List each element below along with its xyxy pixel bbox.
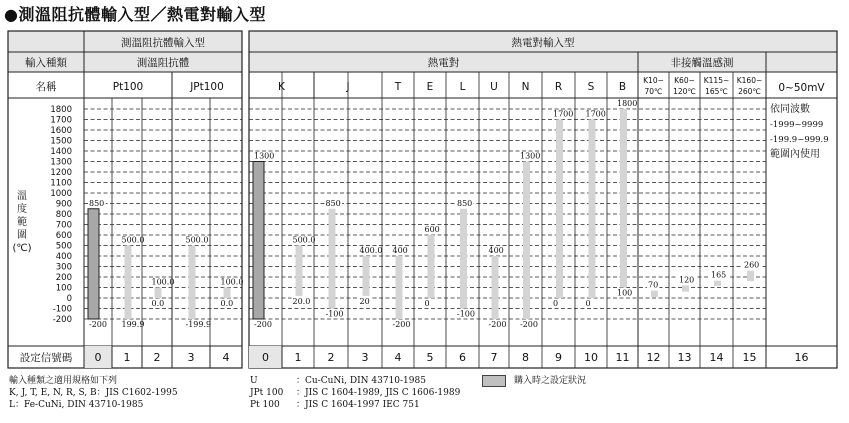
- mv-note: -1999~9999: [770, 120, 824, 130]
- tc-name: B: [618, 81, 627, 93]
- tc-name: K: [278, 81, 285, 93]
- spec-note: L：Fe-CuNi, DIN 43710-1985: [9, 400, 144, 410]
- ir-name: 120℃: [673, 87, 696, 96]
- tc-range-bar-15: [747, 271, 754, 282]
- tc-max-label: 70: [648, 280, 659, 290]
- tc-code: 1: [294, 351, 302, 364]
- ir-type-label: 非接觸溫感測: [670, 57, 734, 69]
- tc-code: 8: [522, 351, 529, 364]
- rtd-type-label: 測溫阻抗體: [136, 57, 190, 69]
- tc-max-label: 165: [711, 270, 727, 280]
- tc-code: 2: [327, 351, 335, 364]
- tc-min-label: -200: [392, 320, 411, 329]
- y-tick-label: 100: [55, 283, 72, 294]
- rtd-min-label: 0.0: [151, 299, 165, 308]
- tc-max-label: 850: [457, 198, 473, 208]
- tc-range-bar-6: [460, 209, 467, 309]
- y-tick-label: 1100: [50, 178, 72, 189]
- tc-min-label: 20.0: [292, 296, 311, 306]
- rtd-max-label: 100.0: [151, 277, 175, 287]
- mv-note: 範圍內使用: [770, 149, 820, 160]
- rtd-range-bar-4: [224, 288, 231, 299]
- rtd-min-label: -200: [89, 320, 107, 329]
- row-label-input-type: 輸入種類: [25, 57, 67, 69]
- tc-max-label: 120: [679, 275, 695, 285]
- spec-key: JPt 100: [250, 388, 284, 398]
- y-axis-label: (℃): [12, 243, 32, 254]
- tc-max-label: 400: [392, 246, 408, 255]
- y-tick-label: 1000: [50, 189, 72, 199]
- tc-type-label: 熱電對: [427, 57, 460, 69]
- tc-range-bar-12: [651, 291, 658, 297]
- tc-code: 3: [361, 351, 369, 364]
- tc-max-label: 500.0: [292, 235, 316, 245]
- rtd-group-header: 測溫阻抗體輸入型: [121, 37, 205, 49]
- ir-name: 70℃: [644, 87, 663, 96]
- y-tick-label: -200: [52, 315, 72, 325]
- mv-note: -199.9~999.9: [770, 135, 829, 145]
- tc-range-bar-5: [428, 235, 435, 298]
- tc-max-label: 400.0: [359, 246, 383, 255]
- ir-name: K10~: [643, 76, 664, 85]
- y-tick-label: 1300: [50, 157, 72, 168]
- y-tick-label: 300: [55, 262, 72, 273]
- tc-range-bar-0: [253, 162, 264, 320]
- y-axis-label: 圍: [17, 230, 27, 241]
- tc-code: 11: [615, 351, 630, 364]
- rtd-max-label: 850: [89, 198, 105, 208]
- tc-name: U: [490, 81, 498, 93]
- spec-notes-keys: [250, 375, 283, 411]
- tc-min-label: -100: [457, 309, 475, 319]
- tc-code: 9: [555, 351, 562, 364]
- spec-value: ：JIS C 1604-1989, JIS C 1606-1989: [296, 388, 461, 398]
- tc-range-bar-14: [714, 281, 721, 286]
- y-tick-label: 200: [55, 273, 72, 283]
- ir-name: 165℃: [705, 87, 728, 96]
- y-axis-label: 溫: [17, 191, 27, 202]
- spec-value: ：JIS C 1604-1997 IEC 751: [296, 400, 420, 410]
- tc-name: S: [587, 81, 595, 93]
- tc-max-label: 1300: [520, 151, 541, 161]
- tc-code: 12: [646, 351, 661, 364]
- rtd-code: 0: [94, 351, 102, 364]
- legend-label: 購入時之設定狀況: [514, 376, 587, 386]
- rtd-max-label: 100.0: [220, 277, 244, 287]
- tc-range-bar-9: [556, 120, 563, 299]
- tc-range-bar-3: [363, 256, 370, 296]
- tc-group-header: 熱電對輸入型: [511, 37, 575, 49]
- tc-code: 0: [262, 351, 269, 364]
- row-label-name: 名稱: [35, 81, 57, 93]
- tc-range-bar-7: [492, 256, 499, 319]
- tc-min-label: 20: [359, 296, 370, 306]
- y-axis-label: 度: [17, 204, 27, 215]
- rtd-range-bar-1: [125, 246, 132, 319]
- tc-range-bar-11: [620, 109, 627, 288]
- tc-code: 16: [794, 351, 809, 364]
- spec-notes-left: [9, 375, 178, 411]
- tc-min-label: -100: [325, 309, 344, 319]
- tc-max-label: 1700: [553, 109, 574, 119]
- tc-name: T: [394, 81, 402, 93]
- rtd-code: 3: [187, 351, 195, 364]
- row-label-code: 設定信號碼: [19, 352, 73, 364]
- tc-range-bar-13: [682, 285, 689, 291]
- tc-range-bar-8: [523, 162, 530, 320]
- rtd-max-label: 500.0: [121, 235, 145, 245]
- rtd-min-label: -199.9: [185, 319, 212, 329]
- y-tick-label: 1200: [50, 168, 72, 178]
- tc-code: 15: [742, 351, 757, 364]
- tc-min-label: 0: [424, 299, 430, 308]
- y-tick-label: 500: [55, 241, 72, 252]
- mv-note: 依同波數: [770, 104, 810, 115]
- rtd-code: 1: [123, 351, 131, 364]
- y-tick-label: 800: [55, 210, 72, 220]
- tc-min-label: -200: [520, 320, 538, 329]
- tc-code: 6: [459, 351, 466, 364]
- y-tick-label: 700: [55, 220, 72, 231]
- rtd-range-bar-2: [155, 288, 162, 299]
- tc-range-bar-2: [329, 209, 336, 309]
- tc-max-label: 1300: [254, 151, 275, 161]
- rtd-range-bar-0: [88, 209, 99, 319]
- rtd-code: 2: [153, 351, 161, 364]
- mv-label: 0~50mV: [778, 82, 825, 94]
- y-tick-label: 1500: [50, 136, 72, 147]
- tc-max-label: 400: [488, 246, 504, 255]
- tc-max-label: 1700: [585, 109, 606, 119]
- legend-swatch: [482, 375, 506, 387]
- tc-name: E: [426, 81, 434, 93]
- ir-name: K60~: [674, 76, 695, 85]
- tc-name: J: [346, 81, 350, 93]
- tc-max-label: 260: [744, 260, 760, 270]
- tc-max-label: 600: [424, 225, 440, 234]
- rtd-name: Pt100: [112, 81, 144, 93]
- tc-code: 7: [490, 351, 498, 364]
- ir-name: 260℃: [738, 87, 761, 96]
- tc-code: 4: [394, 351, 402, 364]
- ir-name: K160~: [736, 76, 763, 85]
- tc-range-bar-10: [589, 120, 596, 299]
- y-tick-label: 400: [55, 252, 72, 262]
- spec-value: ：Cu-CuNi, DIN 43710-1985: [296, 376, 426, 386]
- tc-range-bar-1: [296, 246, 303, 296]
- spec-key: Pt 100: [250, 400, 280, 410]
- tc-min-label: 100: [617, 288, 633, 298]
- y-tick-label: 600: [55, 231, 72, 241]
- tc-code: 5: [426, 351, 434, 364]
- tc-min-label: 0: [553, 299, 559, 308]
- rtd-range-bar-3: [189, 246, 196, 319]
- tc-code: 13: [677, 351, 692, 364]
- rtd-min-label: 199.9: [121, 319, 145, 329]
- tc-range-bar-4: [396, 256, 403, 319]
- legend: [482, 375, 586, 387]
- rtd-min-label: 0.0: [220, 299, 234, 308]
- tc-min-label: -200: [254, 320, 272, 329]
- page-title: ●測溫阻抗體輸入型／熱電對輸入型: [4, 5, 266, 24]
- ir-name: K115~: [703, 76, 730, 85]
- spec-notes-values: [296, 375, 460, 411]
- y-tick-label: 1600: [50, 126, 72, 136]
- y-tick-label: 900: [55, 199, 72, 210]
- y-tick-label: -100: [52, 304, 72, 315]
- rtd-code: 4: [222, 351, 230, 364]
- tc-min-label: -200: [488, 320, 507, 329]
- rtd-max-label: 500.0: [185, 235, 209, 245]
- tc-min-label: 0: [585, 299, 591, 308]
- tc-max-label: 850: [325, 198, 341, 208]
- tc-name: R: [554, 81, 563, 93]
- tc-max-label: 1800: [617, 99, 638, 108]
- y-tick-label: 0: [66, 294, 72, 304]
- tc-code: 10: [584, 351, 598, 364]
- tc-code: 14: [709, 351, 724, 364]
- spec-key: U: [250, 376, 258, 386]
- spec-note: K, J, T, E, N, R, S, B：JIS C1602-1995: [9, 388, 178, 398]
- tc-name: L: [459, 81, 466, 93]
- rtd-name: JPt100: [190, 81, 224, 93]
- y-tick-label: 1800: [50, 105, 72, 115]
- tc-name: N: [521, 81, 530, 93]
- y-axis-label: 範: [17, 217, 27, 228]
- y-tick-label: 1400: [50, 147, 72, 157]
- spec-note: 輸入種類之適用規格如下列: [9, 376, 118, 386]
- y-tick-label: 1700: [50, 115, 72, 126]
